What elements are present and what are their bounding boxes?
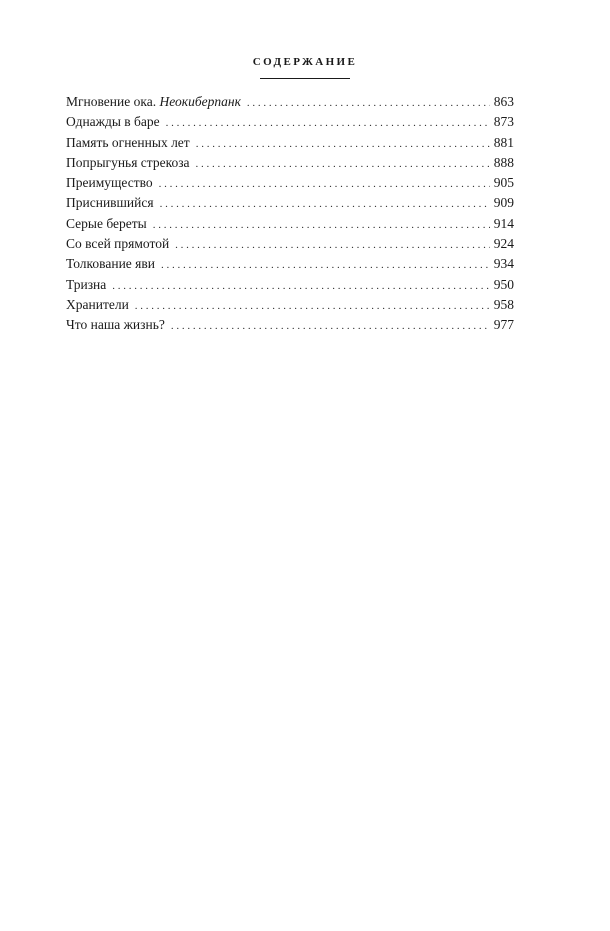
entry-page-number: 905: [493, 175, 514, 191]
entry-title: Что наша жизнь?: [66, 317, 165, 333]
entry-title: Приснившийся: [66, 195, 154, 211]
toc-list: [66, 92, 514, 336]
entry-page-number: 924: [493, 236, 514, 252]
entry-page-number: 881: [493, 134, 514, 150]
dot-leader: [166, 113, 490, 133]
dot-leader: [171, 316, 490, 336]
dot-leader: [161, 255, 490, 275]
entry-title: Преимущество: [66, 175, 153, 191]
dot-leader: [160, 194, 490, 214]
dot-leader: [112, 276, 489, 296]
entry-title: Однажды в баре: [66, 114, 160, 130]
entry-title: [66, 92, 241, 112]
entry-page-number: 958: [493, 296, 514, 312]
toc-entry[interactable]: [66, 214, 514, 234]
entry-page-number: 914: [493, 215, 514, 231]
dot-leader: [196, 134, 490, 154]
entry-title: Со всей прямотой: [66, 236, 170, 252]
heading-rule: [260, 78, 350, 79]
entry-title: Толкование яви: [66, 256, 155, 272]
dot-leader: [247, 93, 490, 113]
entry-page-number: 909: [493, 195, 514, 211]
entry-title: Память огненных лет: [66, 134, 190, 150]
entry-page-number: 873: [493, 114, 514, 130]
toc-heading: СОДЕРЖАНИЕ: [252, 56, 358, 68]
entry-page-number: 934: [493, 256, 514, 272]
toc-entry[interactable]: [66, 275, 514, 295]
entry-title: Тризна: [66, 276, 107, 292]
dot-leader: [175, 235, 490, 255]
entry-page-number: 863: [493, 94, 514, 109]
dot-leader: [159, 174, 490, 194]
toc-entry[interactable]: [66, 254, 514, 274]
dot-leader: [135, 296, 490, 316]
toc-entry[interactable]: [66, 153, 514, 173]
entry-page-number: 950: [493, 276, 514, 292]
toc-entry[interactable]: [66, 112, 514, 132]
entry-title-italic: Неокиберпанк: [159, 94, 241, 109]
dot-leader: [153, 215, 490, 235]
toc-entry[interactable]: [66, 173, 514, 193]
entry-title: Серые береты: [66, 215, 147, 231]
toc-entry[interactable]: [66, 133, 514, 153]
entry-page-number: 888: [493, 154, 514, 170]
toc-entry[interactable]: [66, 193, 514, 213]
toc-entry[interactable]: [66, 92, 514, 112]
entry-title: Хранители: [66, 296, 129, 312]
entry-page-number: 977: [493, 317, 514, 333]
entry-title-text: Мгновение ока.: [66, 94, 160, 109]
dot-leader: [196, 154, 490, 174]
toc-entry[interactable]: [66, 234, 514, 254]
toc-entry[interactable]: [66, 315, 514, 335]
toc-entry[interactable]: [66, 295, 514, 315]
entry-title: Попрыгунья стрекоза: [66, 154, 190, 170]
